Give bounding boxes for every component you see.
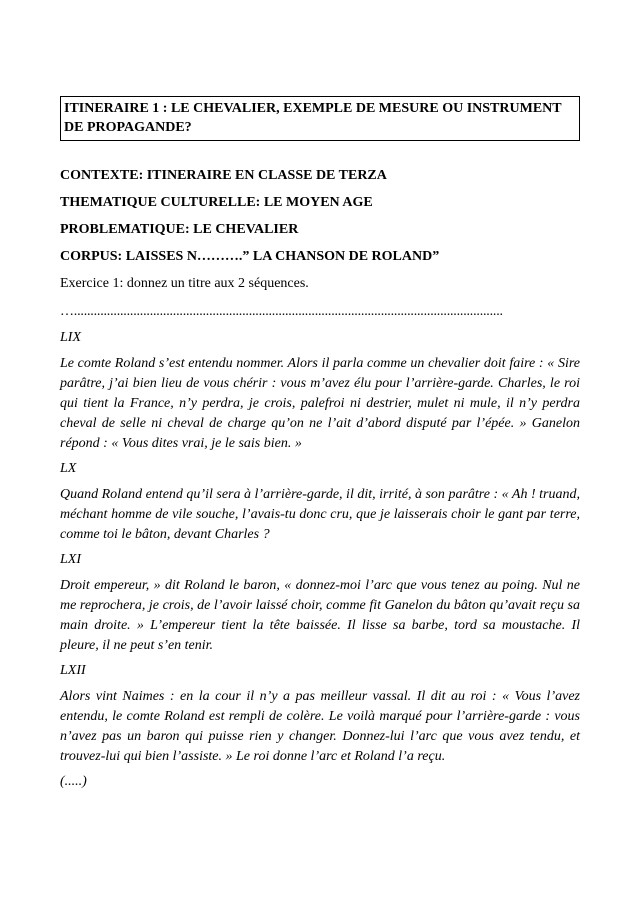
answer-dotted-line: ….................................................................................................................................. — [60, 304, 503, 319]
document-page — [60, 96, 580, 798]
laisse-number: LXI — [60, 552, 81, 567]
laisse-text: Droit empereur, » dit Roland le baron, « donnez-moi l’arc que vous tenez au poing. Nul ne me reprochera, je crois, de l’avoir laissé choir, comme fit Ganelon du bâton qu’avait reçu sa main droite. » L’empereur tient la tête baissée. Il lisse sa barbe, tord sa moustache. Il pleure, il ne peut s’en tenir. — [60, 578, 580, 653]
context-heading: CONTEXTE: ITINERAIRE EN CLASSE DE TERZA — [60, 168, 387, 183]
corpus-heading: CORPUS: LAISSES N……….” LA CHANSON DE ROLAND” — [60, 249, 440, 264]
laisse-text: Quand Roland entend qu’il sera à l’arrière-garde, il dit, irrité, à son parâtre : « Ah ! truand, méchant homme de vile souche, l’avais-tu donc cru, que je laisserais choir le gant par terre, comme toi le bâton, devant Charles ? — [60, 487, 580, 542]
laisse-number: LIX — [60, 330, 81, 345]
laisse-text: Alors vint Naimes : en la cour il n’y a pas meilleur vassal. Il dit au roi : « Vous l’avez entendu, le comte Roland est rempli de colère. Le voilà marqué pour l’arrière-garde : vous n’avez pas un baron qui puisse rien y changer. Donnez-lui l’arc que vous avez tendu, et trouvez-lui qui bien l’assiste. » Le roi donne l’arc et Roland l’a reçu. — [60, 689, 580, 764]
problematique-heading: PROBLEMATIQUE: LE CHEVALIER — [60, 222, 299, 237]
laisse-number: LXII — [60, 663, 86, 678]
document-title: ITINERAIRE 1 : LE CHEVALIER, EXEMPLE DE MESURE OU INSTRUMENT DE PROPAGANDE? — [60, 96, 580, 141]
thematique-heading: THEMATIQUE CULTURELLE: LE MOYEN AGE — [60, 195, 373, 210]
laisse-number: LX — [60, 461, 77, 476]
ellipsis-marker: (.....) — [60, 774, 87, 789]
exercise-instruction: Exercice 1: donnez un titre aux 2 séquences. — [60, 276, 309, 291]
laisse-text: Le comte Roland s’est entendu nommer. Alors il parla comme un chevalier doit faire : « Sire parâtre, j’ai bien lieu de vous chérir : vous m’avez élu pour l’arrière-garde. Charles, le roi qui tient la France, n’y perdra, je crois, palefroi ni destrier, mulet ni mule, il n’y perdra cheval de selle ni cheval de charge qu’on ne l’ait d’abord disputé par l’épée. » Ganelon répond : « Vous dites vrai, je le sais bien. » — [60, 356, 580, 451]
